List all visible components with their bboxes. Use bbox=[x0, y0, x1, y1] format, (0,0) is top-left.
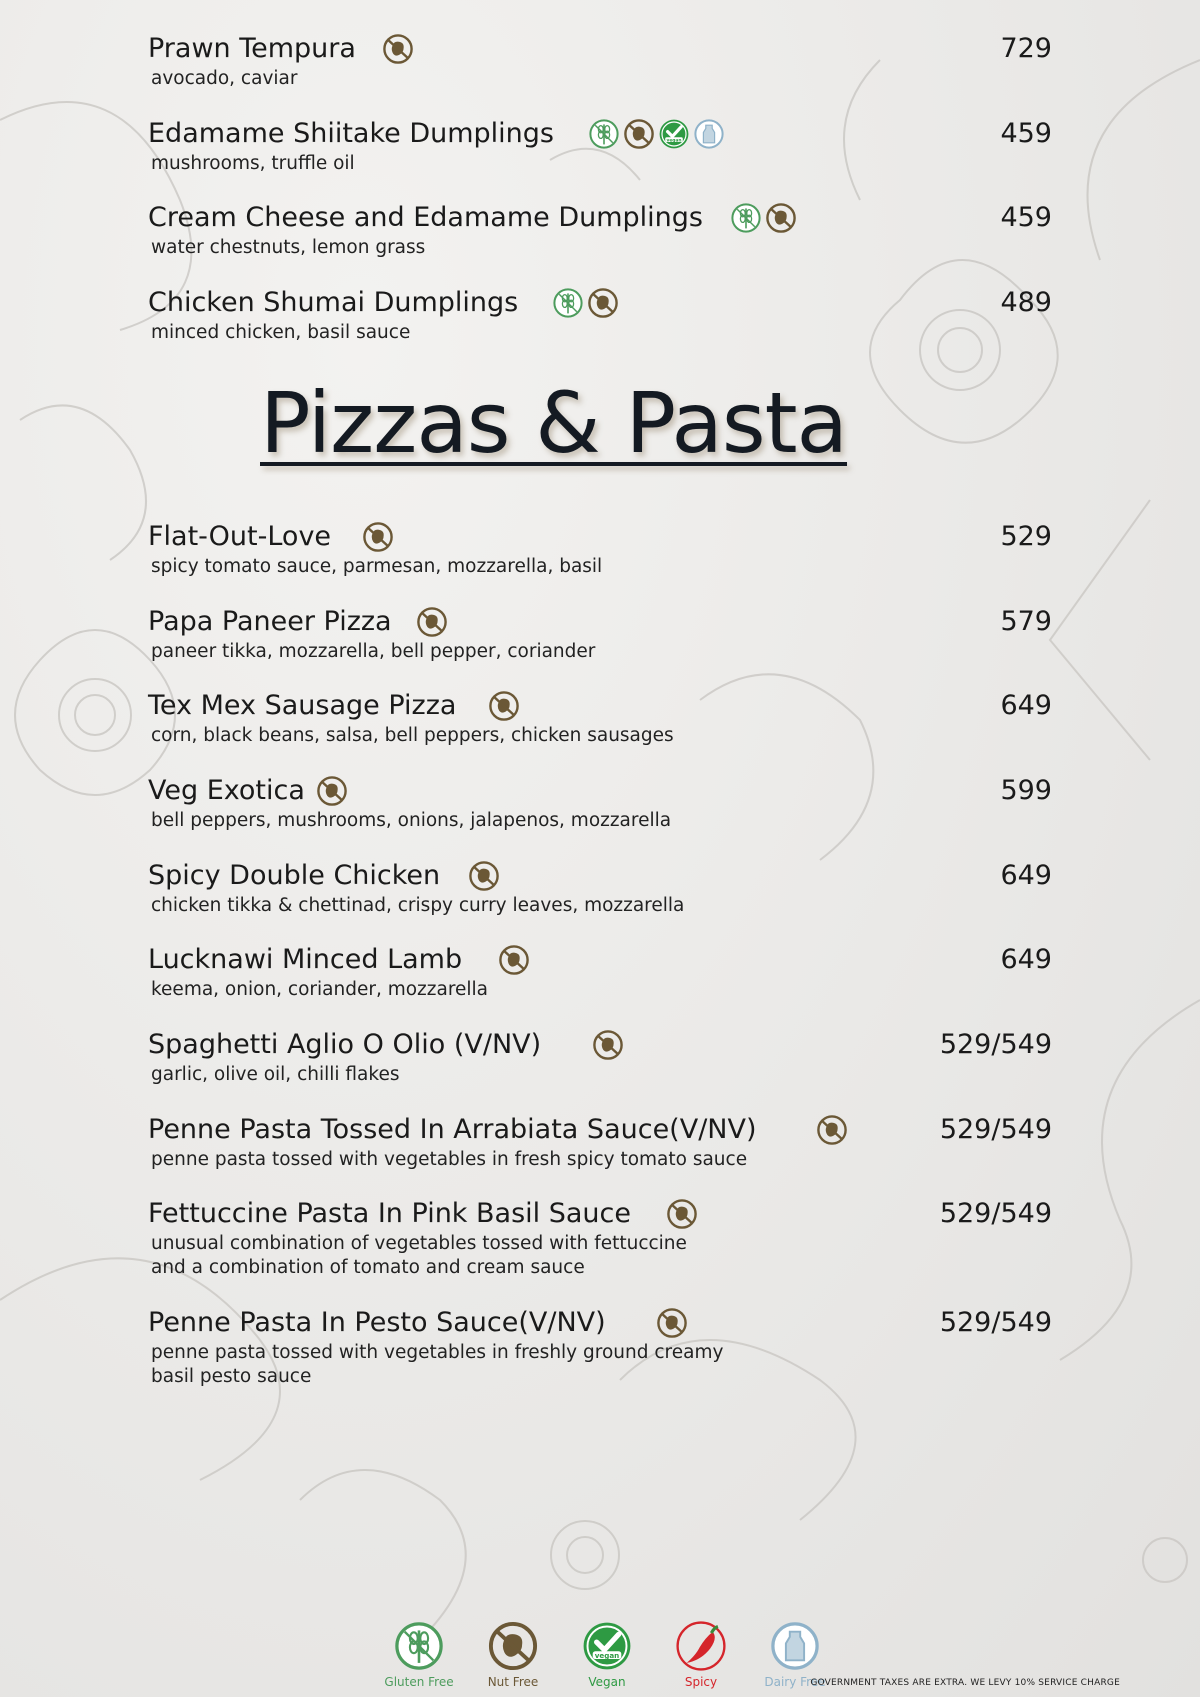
item-name: Prawn Tempura bbox=[148, 33, 356, 64]
item-description: penne pasta tossed with vegetables in freshly ground creamy basil pesto sauce bbox=[151, 1342, 724, 1387]
item-name: Spicy Double Chicken bbox=[148, 860, 441, 891]
menu-item bbox=[148, 286, 1052, 346]
item-price: 599 bbox=[1000, 775, 1052, 806]
nut-free-icon bbox=[382, 33, 414, 65]
spicy-icon bbox=[675, 1620, 727, 1672]
gluten-free-icon bbox=[730, 202, 762, 234]
legend-entry bbox=[670, 1620, 732, 1690]
item-description: minced chicken, basil sauce bbox=[151, 322, 411, 343]
legend-label: Spicy bbox=[684, 1675, 718, 1689]
vegan-icon bbox=[581, 1620, 633, 1672]
nut-free-icon bbox=[816, 1114, 848, 1146]
item-dietary-icons bbox=[666, 1197, 698, 1231]
item-description: mushrooms, truffle oil bbox=[151, 153, 355, 174]
legend-entry bbox=[384, 1620, 454, 1690]
nut-free-icon bbox=[656, 1307, 688, 1339]
item-description: bell peppers, mushrooms, onions, jalapenos, mozzarella bbox=[151, 810, 672, 831]
item-price: 529/549 bbox=[939, 1029, 1052, 1060]
gluten-free-icon bbox=[393, 1620, 445, 1672]
item-dietary-icons bbox=[588, 117, 725, 151]
item-price: 459 bbox=[1000, 202, 1052, 233]
item-price: 529/549 bbox=[939, 1114, 1052, 1145]
item-description: water chestnuts, lemon grass bbox=[151, 237, 426, 258]
item-price: 649 bbox=[1000, 860, 1052, 891]
item-description: paneer tikka, mozzarella, bell pepper, coriander bbox=[151, 641, 596, 662]
dietary-legend bbox=[384, 1620, 826, 1690]
item-name: Tex Mex Sausage Pizza bbox=[148, 690, 457, 721]
nut-free-icon bbox=[468, 860, 500, 892]
item-price: 529/549 bbox=[939, 1307, 1052, 1338]
item-description: corn, black beans, salsa, bell peppers, chicken sausages bbox=[151, 725, 674, 746]
item-name: Fettuccine Pasta In Pink Basil Sauce bbox=[148, 1198, 631, 1229]
item-price: 529/549 bbox=[939, 1198, 1052, 1229]
nut-free-icon bbox=[488, 690, 520, 722]
menu-item bbox=[148, 32, 1052, 92]
gluten-free-icon bbox=[588, 118, 620, 150]
nut-free-icon bbox=[498, 944, 530, 976]
vegan-icon bbox=[658, 118, 690, 150]
menu-item bbox=[148, 689, 1052, 749]
section-title: Pizzas & Pasta bbox=[260, 374, 848, 472]
item-price: 579 bbox=[1000, 606, 1052, 637]
item-dietary-icons bbox=[498, 943, 530, 977]
item-description: keema, onion, coriander, mozzarella bbox=[151, 979, 489, 1000]
menu-item bbox=[148, 1028, 1052, 1088]
item-name: Spaghetti Aglio O Olio (V/NV) bbox=[148, 1029, 542, 1060]
item-description: penne pasta tossed with vegetables in fresh spicy tomato sauce bbox=[151, 1149, 748, 1170]
item-name: Lucknawi Minced Lamb bbox=[148, 944, 463, 975]
nut-free-icon bbox=[592, 1029, 624, 1061]
nut-free-icon bbox=[765, 202, 797, 234]
legend-label: Gluten Free bbox=[384, 1675, 454, 1689]
item-dietary-icons bbox=[362, 520, 394, 554]
item-dietary-icons bbox=[382, 32, 414, 66]
item-name: Veg Exotica bbox=[148, 775, 305, 806]
item-name: Edamame Shiitake Dumplings bbox=[148, 118, 555, 149]
menu-item bbox=[148, 774, 1052, 834]
menu-item bbox=[148, 1306, 1052, 1387]
nut-free-icon bbox=[362, 521, 394, 553]
item-price: 729 bbox=[1000, 33, 1052, 64]
item-description: spicy tomato sauce, parmesan, mozzarella, basil bbox=[151, 556, 603, 577]
item-description: garlic, olive oil, chilli flakes bbox=[151, 1064, 400, 1085]
item-dietary-icons bbox=[656, 1306, 688, 1340]
svg-text:vegan: vegan bbox=[594, 1651, 620, 1661]
menu-item bbox=[148, 201, 1052, 261]
item-name: Chicken Shumai Dumplings bbox=[148, 287, 519, 318]
legend-label: Vegan bbox=[588, 1675, 626, 1689]
item-dietary-icons bbox=[468, 859, 500, 893]
nut-free-icon bbox=[416, 606, 448, 638]
dairy-free-icon bbox=[769, 1620, 821, 1672]
menu-item bbox=[148, 520, 1052, 580]
menu-item bbox=[148, 1197, 1052, 1278]
item-dietary-icons bbox=[316, 774, 348, 808]
menu-item bbox=[148, 943, 1052, 1003]
item-price: 489 bbox=[1000, 287, 1052, 318]
item-dietary-icons bbox=[488, 689, 520, 723]
item-description: avocado, caviar bbox=[151, 68, 298, 89]
legend-entry bbox=[482, 1620, 544, 1690]
item-name: Flat-Out-Love bbox=[148, 521, 332, 552]
item-dietary-icons bbox=[816, 1113, 848, 1147]
menu-item bbox=[148, 1113, 1052, 1173]
item-name: Penne Pasta In Pesto Sauce(V/NV) bbox=[148, 1307, 606, 1338]
menu-item bbox=[148, 605, 1052, 665]
item-price: 529 bbox=[1000, 521, 1052, 552]
nut-free-icon bbox=[623, 118, 655, 150]
item-dietary-icons bbox=[592, 1028, 624, 1062]
nut-free-icon bbox=[487, 1620, 539, 1672]
item-price: 649 bbox=[1000, 690, 1052, 721]
nut-free-icon bbox=[587, 287, 619, 319]
menu-item bbox=[148, 859, 1052, 919]
item-description: chicken tikka & chettinad, crispy curry leaves, mozzarella bbox=[151, 895, 685, 916]
legend-entry bbox=[576, 1620, 638, 1690]
item-price: 649 bbox=[1000, 944, 1052, 975]
item-dietary-icons bbox=[416, 605, 448, 639]
dairy-free-icon bbox=[693, 118, 725, 150]
item-name: Penne Pasta Tossed In Arrabiata Sauce(V/NV) bbox=[148, 1114, 757, 1145]
nut-free-icon bbox=[666, 1198, 698, 1230]
item-description: unusual combination of vegetables tossed with fettuccine and a combination of tomato and cream sauce bbox=[151, 1233, 687, 1278]
legend-label: Nut Free bbox=[487, 1675, 539, 1689]
footer-note: GOVERNMENT TAXES ARE EXTRA. WE LEVY 10% SERVICE CHARGE bbox=[810, 1678, 1120, 1688]
gluten-free-icon bbox=[552, 287, 584, 319]
item-price: 459 bbox=[1000, 118, 1052, 149]
legend-label: Dairy Free bbox=[764, 1675, 826, 1689]
item-name: Papa Paneer Pizza bbox=[148, 606, 392, 637]
item-dietary-icons bbox=[552, 286, 619, 320]
item-dietary-icons bbox=[730, 201, 797, 235]
menu-item bbox=[148, 117, 1052, 177]
svg-text:vegan: vegan bbox=[666, 138, 682, 144]
nut-free-icon bbox=[316, 775, 348, 807]
item-name: Cream Cheese and Edamame Dumplings bbox=[148, 202, 703, 233]
